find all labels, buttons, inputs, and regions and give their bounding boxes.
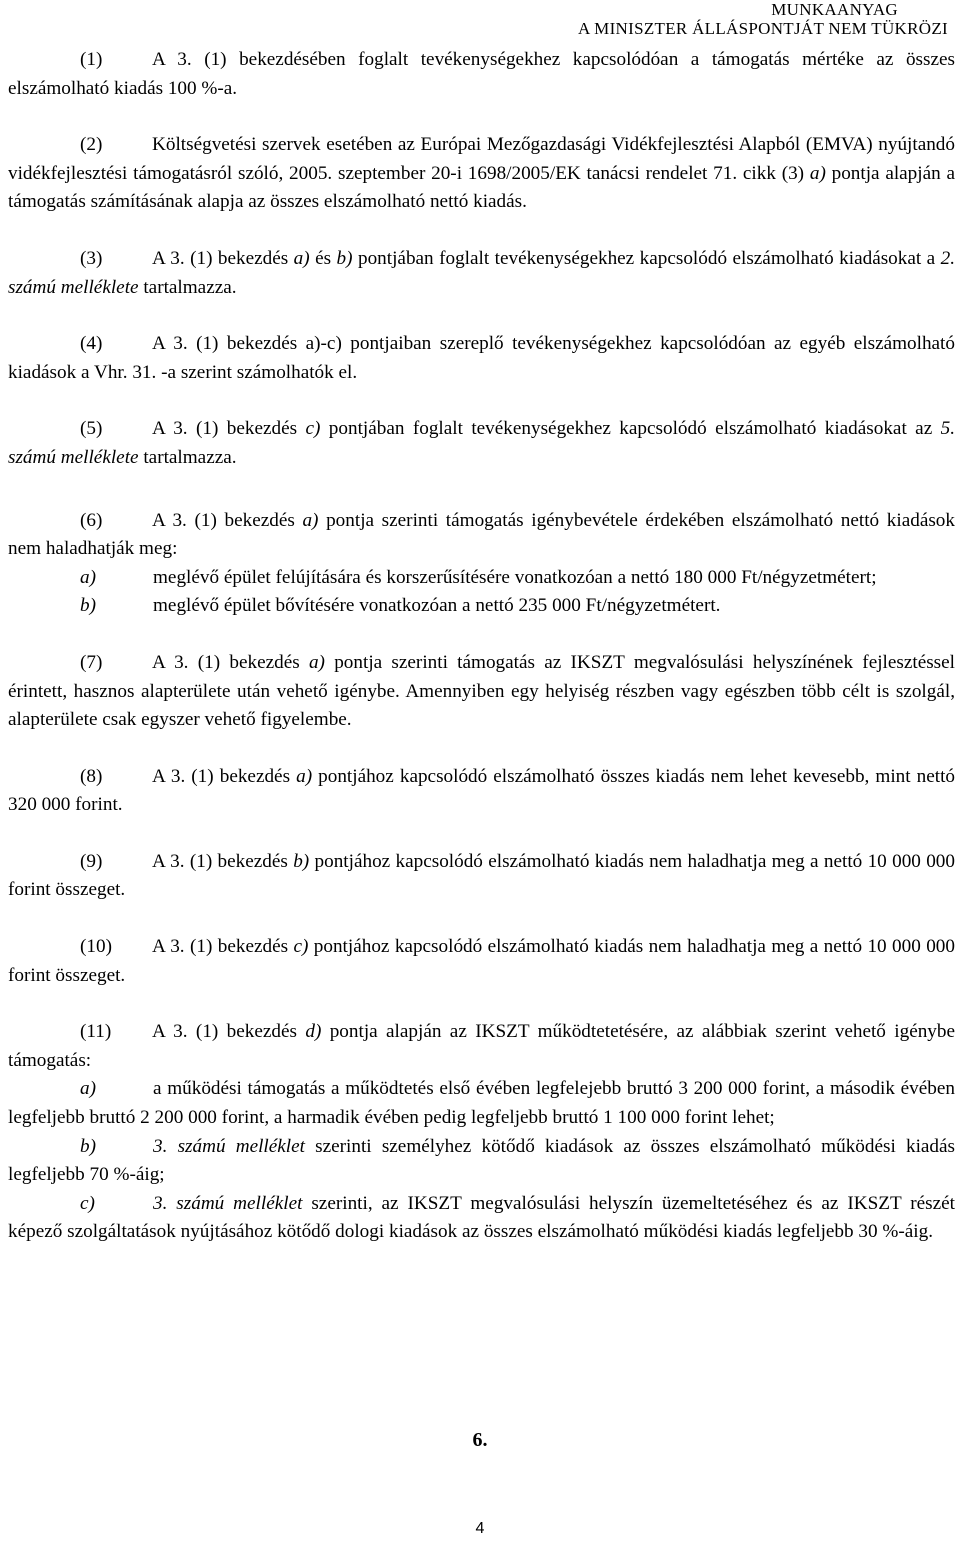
paragraph-10 (8, 933, 955, 990)
paragraph-text: tartalmazza. (138, 276, 237, 298)
paragraph-text: A 3. (1) bekezdésében foglalt tevékenységekhez kapcsolódóan a támogatás mértéke az összes elszámolható kiadás 100 %-a. (8, 49, 955, 99)
paragraph-7 (8, 649, 955, 735)
paragraph-italic: a) (302, 509, 319, 531)
paragraph-text: pontjához kapcsolódó elszámolható kiadás nem haladhatja meg a nettó 10 000 000 forint összeget. (8, 936, 955, 986)
paragraph-italic: a) (293, 247, 310, 269)
header-disclaimer: A MINISZTER ÁLLÁSPONTJÁT NEM TÜKRÖZI (577, 19, 948, 38)
paragraph-5 (8, 415, 955, 472)
paragraph-text: A 3. (1) bekezdés (152, 509, 303, 531)
paragraph-text: A 3. (1) bekezdés (152, 418, 306, 440)
paragraph-number: (1) (80, 49, 103, 70)
item-label: b) (80, 595, 96, 617)
item-label: c) (80, 1192, 95, 1214)
paragraph-4 (8, 330, 955, 387)
paragraph-italic: 5. számú melléklete (8, 418, 956, 468)
paragraph-8 (8, 763, 955, 820)
paragraph-11-item-a (8, 1075, 955, 1132)
paragraph-number: (8) (80, 765, 103, 787)
paragraph-1 (8, 46, 955, 103)
paragraph-number: (11) (80, 1021, 112, 1043)
paragraph-italic: c) (305, 418, 321, 440)
paragraph-italic: b) (336, 247, 353, 269)
paragraph-text: A 3. (1) bekezdés (152, 247, 294, 269)
paragraph-11 (8, 1018, 955, 1075)
paragraph-text: A 3. (1) bekezdés a)-c) pontjaiban szereplő tevékenységekhez kapcsolódóan az egyéb elszámolható kiadások a Vhr. 31. -a szerint számolhatók el. (8, 333, 955, 383)
paragraph-6-item-b (8, 592, 955, 621)
paragraph-text: pontja alapján az IKSZT működtetetésére, az alábbiak szerint vehető igénybe támogatás: (8, 1021, 956, 1071)
paragraph-text: A 3. (1) bekezdés (152, 936, 294, 958)
paragraph-text: pontjához kapcsolódó elszámolható kiadás nem haladhatja meg a nettó 10 000 000 forint összeget. (8, 850, 955, 901)
item-text: a működési támogatás a működtetés első évében legfelejebb bruttó 3 200 000 forint, a második évében legfeljebb bruttó 2 200 000 forint, a harmadik évében pedig legfeljebb bruttó 1 100 000 forint lehet; (8, 1078, 955, 1129)
paragraph-italic: a) (296, 765, 313, 787)
item-text: szerinti személyhez kötődő kiadások az összes elszámolható működési kiadás legfeljebb 70 %-áig; (8, 1135, 955, 1186)
paragraph-text: pontja alapján a támogatás számításának alapja az összes elszámolható nettó kiadás. (8, 162, 956, 213)
header-draft-label: MUNKAANYAG (771, 0, 898, 19)
paragraph-text: A 3. (1) bekezdés (152, 765, 297, 787)
paragraph-11-item-b (8, 1133, 955, 1190)
paragraph-italic: d) (305, 1021, 322, 1043)
item-text: szerinti, az IKSZT megvalósulási helyszín üzemeltetéséhez és az IKSZT részét képező szolgáltatások nyújtásához kötődő dologi kiadások az összes elszámolható működési kiadás legfeljebb 30 %-áig. (8, 1192, 955, 1243)
paragraph-text: pontja szerinti támogatás az IKSZT megvalósulási helyszínének fejlesztéssel érintett, hasznos alapterülete után vehető igénybe. Amennyiben egy helyiség részben vagy egészben több célt is szolgál, alapterülete csak egyszer vehető figyelembe. (8, 651, 955, 731)
page-number: 4 (475, 1520, 485, 1537)
paragraph-number: (10) (80, 936, 112, 958)
paragraph-text: pontja szerinti támogatás igénybevétele érdekében elszámolható nettó kiadások nem haladhatják meg: (8, 509, 955, 560)
document-body (8, 46, 955, 1247)
paragraph-text: pontjában foglalt tevékenységekhez kapcsolódó elszámolható kiadásokat a (352, 247, 941, 269)
paragraph-text: A 3. (1) bekezdés (152, 1021, 306, 1043)
paragraph-text: pontjában foglalt tevékenységekhez kapcsolódó elszámolható kiadásokat az (320, 418, 941, 440)
page-header (0, 0, 960, 38)
paragraph-2 (8, 131, 955, 217)
paragraph-6-item-a (8, 564, 955, 593)
paragraph-number: (4) (80, 333, 103, 355)
paragraph-text: pontjához kapcsolódó elszámolható összes kiadás nem lehet kevesebb, mint nettó 320 000 forint. (8, 765, 956, 816)
paragraph-number: (3) (80, 247, 103, 269)
item-italic: 3. számú melléklet (153, 1135, 305, 1157)
paragraph-number: (7) (80, 651, 103, 673)
paragraph-text: Költségvetési szervek esetében az Európai Mezőgazdasági Vidékfejlesztési Alapból (EMVA) nyújtandó vidékfejlesztési támogatásról szóló, 2005. szeptember 20-i 1698/2005/EK tanácsi rendelet 71. cikk (3) (8, 134, 955, 184)
paragraph-italic: b) (293, 850, 310, 872)
paragraph-italic: c) (293, 936, 309, 958)
paragraph-italic: a) (809, 162, 826, 184)
item-text: meglévő épület bővítésére vonatkozóan a nettó 235 000 Ft/négyzetmétert. (153, 595, 721, 617)
paragraph-3 (8, 245, 955, 302)
paragraph-italic: a) (308, 651, 325, 673)
item-text: meglévő épület felújítására és korszerűsítésére vonatkozóan a nettó 180 000 Ft/négyzetmétert; (153, 566, 877, 588)
paragraph-number: (2) (80, 134, 103, 156)
paragraph-6 (8, 507, 955, 564)
item-italic: 3. számú melléklet (153, 1192, 303, 1214)
paragraph-text: és (309, 247, 337, 269)
paragraph-italic: 2. számú melléklete (8, 247, 956, 298)
paragraph-text: A 3. (1) bekezdés (152, 651, 309, 673)
paragraph-number: (5) (80, 418, 103, 440)
paragraph-11-item-c (8, 1190, 955, 1247)
item-label: a) (80, 566, 96, 588)
paragraph-number: (6) (80, 509, 103, 531)
item-label: a) (80, 1078, 96, 1100)
paragraph-9 (8, 848, 955, 905)
section-heading: 6. (472, 1429, 488, 1451)
paragraph-number: (9) (80, 850, 103, 872)
paragraph-text: tartalmazza. (138, 446, 237, 468)
paragraph-text: A 3. (1) bekezdés (152, 850, 294, 872)
item-label: b) (80, 1135, 96, 1157)
